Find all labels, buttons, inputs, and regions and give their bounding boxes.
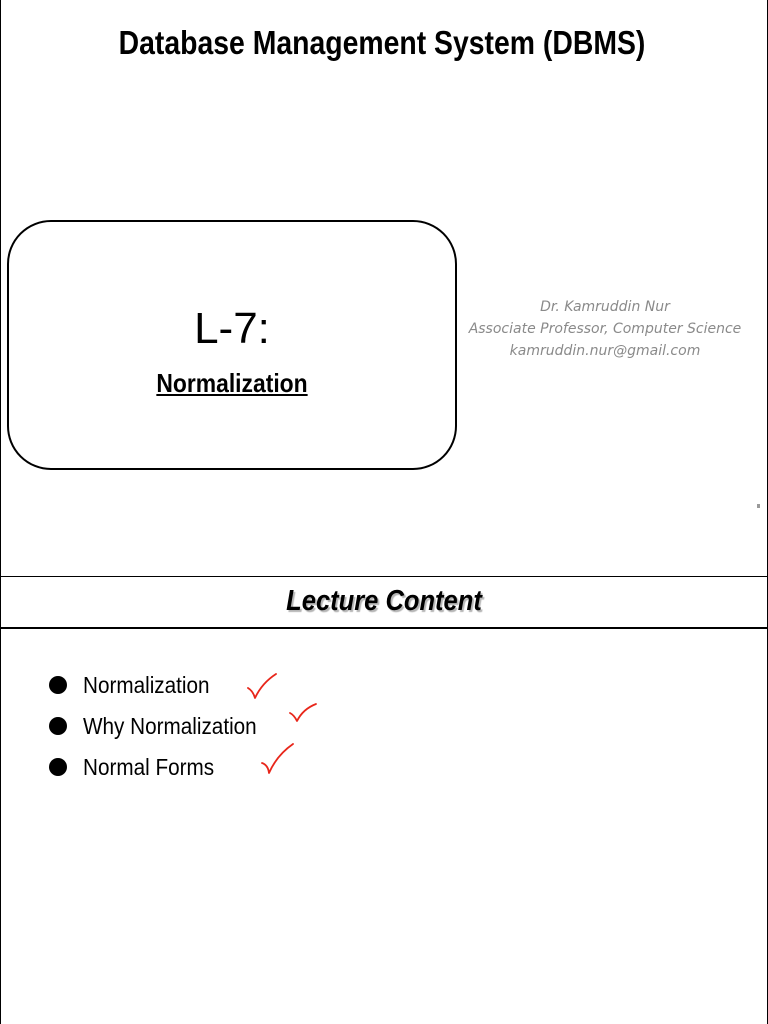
list-item-label: Why Normalization — [83, 712, 257, 739]
list-item-label: Normalization — [83, 671, 210, 698]
checkmark-icon — [287, 701, 319, 727]
list-item — [49, 670, 224, 700]
content-slide — [0, 577, 768, 1024]
checkmark-icon — [259, 741, 297, 777]
lecture-number: L-7: — [194, 304, 270, 353]
topic-list — [1, 577, 767, 1024]
author-name: Dr. Kamruddin Nur — [540, 299, 670, 315]
author-email: kamruddin.nur@gmail.com — [509, 343, 701, 359]
bullet-icon — [49, 758, 67, 776]
lecture-box — [7, 220, 457, 470]
bullet-icon — [49, 676, 67, 694]
list-item-label: Normal Forms — [83, 753, 215, 780]
course-title: Database Management System (DBMS) — [118, 24, 646, 61]
list-item — [49, 711, 276, 741]
lecture-topic: Normalization — [156, 368, 308, 398]
author-block — [457, 296, 753, 362]
checkmark-icon — [245, 671, 279, 703]
slide-corner-mark — [757, 504, 760, 508]
bullet-icon — [49, 717, 67, 735]
list-item — [49, 752, 229, 782]
author-position: Associate Professor, Computer Science — [468, 321, 742, 337]
content-title: Lecture Content — [286, 585, 482, 617]
